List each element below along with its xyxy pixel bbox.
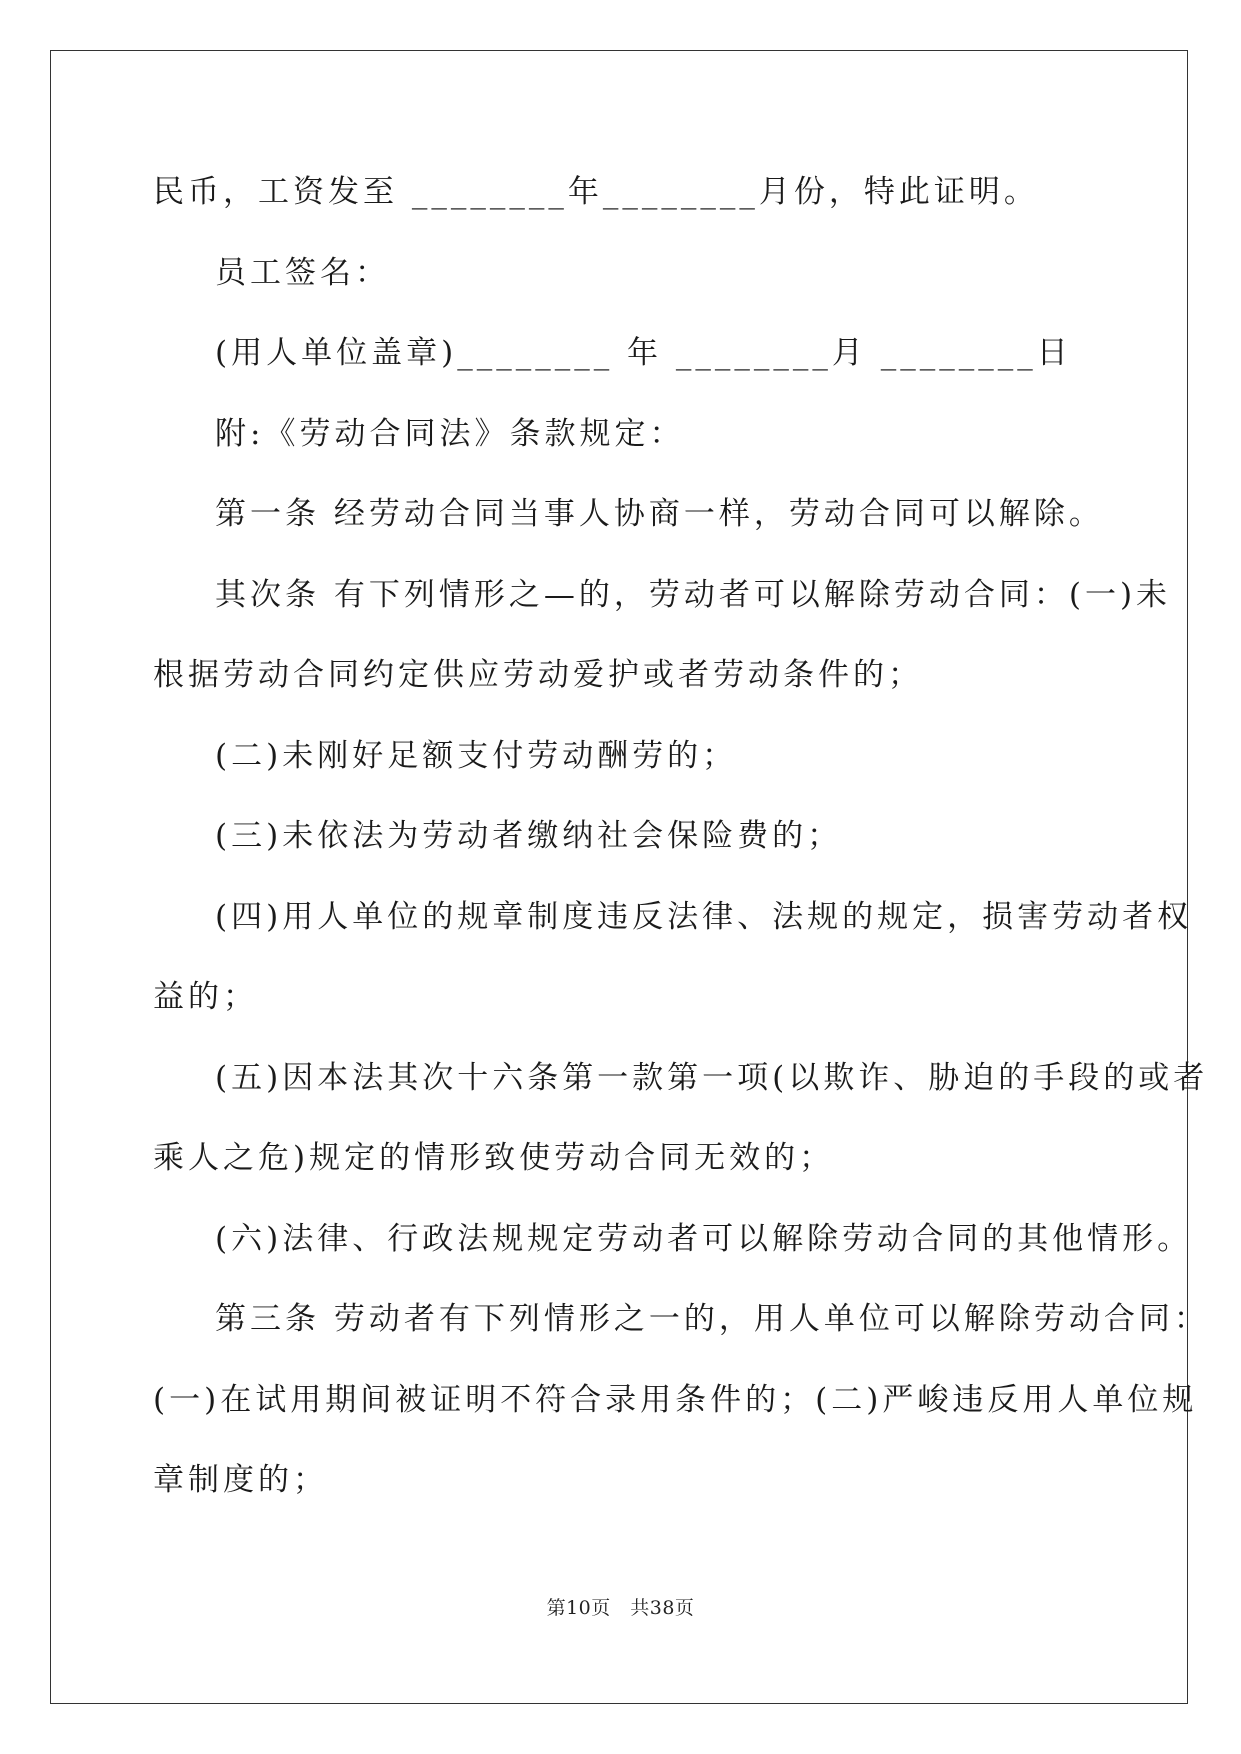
appendix-heading: 附:《劳动合同法》条款规定： (215, 416, 685, 452)
paragraph-line: 益的； (153, 979, 258, 1015)
list-item: (六)法律、行政法规规定劳动者可以解除劳动合同的其他情形。 (215, 1221, 1193, 1257)
paragraph-line: 根据劳动合同约定供应劳动爱护或者劳动条件的； (153, 657, 923, 693)
page-border (50, 50, 1188, 1704)
article-three-line: 第三条 劳动者有下列情形之一的，用人单位可以解除劳动合同： (215, 1301, 1209, 1337)
list-item: (二)未刚好足额支付劳动酬劳的； (215, 738, 738, 774)
employee-signature-label: 员工签名： (215, 255, 390, 291)
paragraph-line: 民币，工资发至 ________年________月份，特此证明。 (153, 174, 1039, 210)
list-item: (三)未依法为劳动者缴纳社会保险费的； (215, 818, 843, 854)
list-item: (五)因本法其次十六条第一款第一项(以欺诈、胁迫的手段的或者 (215, 1060, 1209, 1096)
page-number: 第10页 共38页 (546, 1597, 695, 1619)
article-one: 第一条 经劳动合同当事人协商一样，劳动合同可以解除。 (215, 496, 1104, 532)
paragraph-line: 乘人之危)规定的情形致使劳动合同无效的； (153, 1140, 835, 1176)
article-two-line: 其次条 有下列情形之—的，劳动者可以解除劳动合同：(一)未 (215, 577, 1172, 613)
company-seal-line: (用人单位盖章)________ 年 ________月 ________日 (215, 335, 1072, 371)
paragraph-line: (一)在试用期间被证明不符合录用条件的；(二)严峻违反用人单位规 (153, 1382, 1198, 1418)
paragraph-line: 章制度的； (153, 1462, 328, 1498)
list-item: (四)用人单位的规章制度违反法律、法规的规定，损害劳动者权 (215, 899, 1193, 935)
